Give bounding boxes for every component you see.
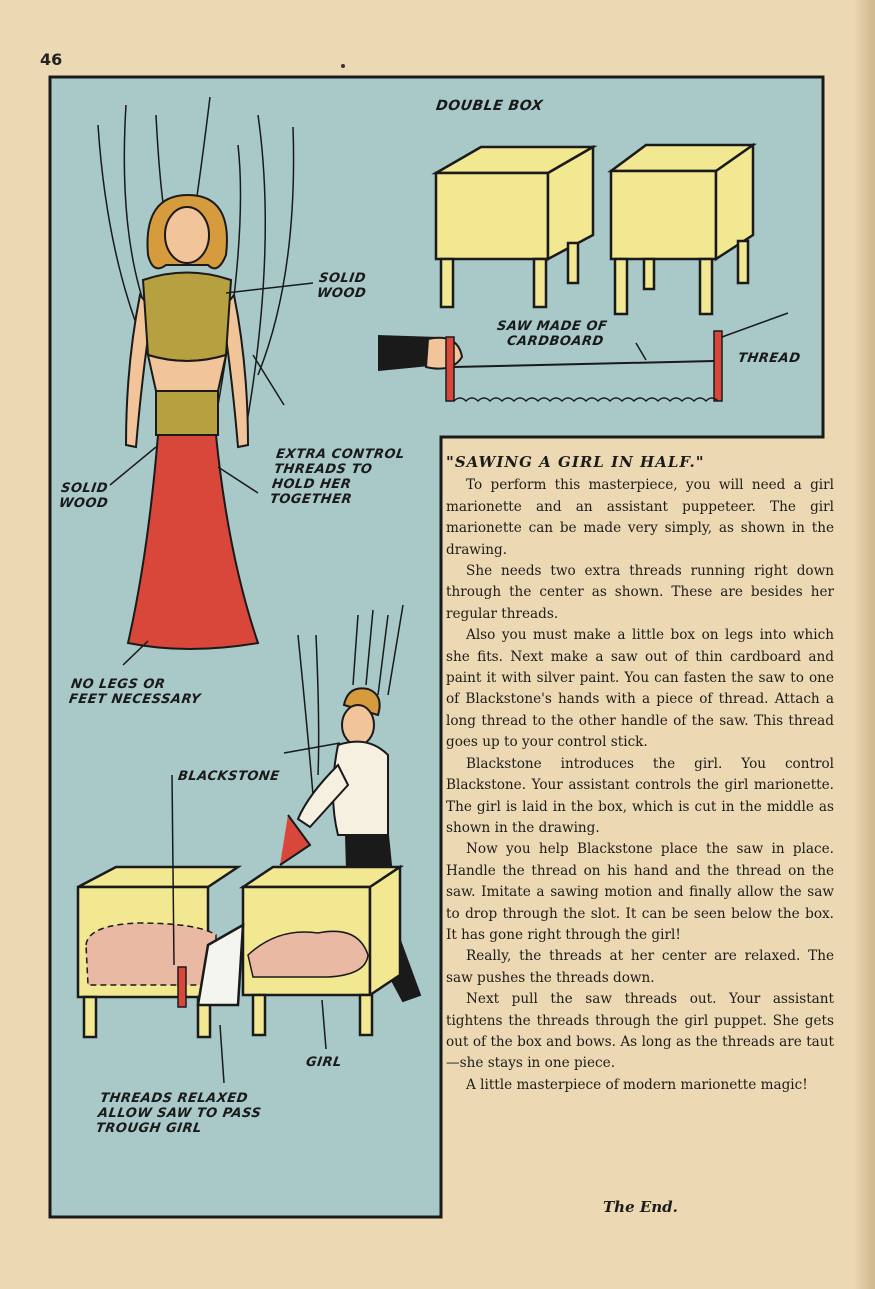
paragraph: A little masterpiece of modern marionette magic! — [466, 1076, 808, 1093]
label-thread: THREAD — [736, 351, 802, 366]
label-saw-made-of-cardboard: SAW MADE OF CARDBOARD — [496, 319, 609, 349]
the-end: The End. — [603, 1198, 678, 1216]
paragraph: To perform this masterpiece, you will need a girl marionette and an assistant puppeteer. The girl marionette can be made very simply, as shown in the drawing. — [446, 477, 834, 558]
paragraph: Blackstone introduces the girl. You control Blackstone. Your assistant controls the girl marionette. The girl is laid in the box, which is cut in the middle as shown in the drawing. — [446, 755, 834, 836]
paragraph: Now you help Blackstone place the saw in place. Handle the thread on his hand and the thread on the saw. Imitate a sawing motion and finally allow the saw to drop through the slot. It can be seen below the box. It has gone right through the girl! — [446, 841, 834, 943]
label-girl: GIRL — [304, 1055, 343, 1070]
label-blackstone: BLACKSTONE — [176, 769, 281, 784]
label-threads-relaxed: THREADS RELAXED ALLOW SAW TO PASS TROUGH GIRL — [94, 1091, 263, 1136]
paragraph: She needs two extra threads running right down through the center as shown. These are besides her regular threads. — [446, 563, 834, 622]
paragraph: Next pull the saw threads out. Your assistant tightens the threads through the girl puppet. She gets out of the box and bows. As long as the threads are taut—she stays in one piece. — [446, 991, 834, 1072]
label-extra-control-threads: EXTRA CONTROL THREADS TO HOLD HER TOGETHER — [268, 447, 406, 507]
label-double-box: DOUBLE BOX — [434, 98, 544, 114]
page-edge-shadow — [853, 0, 875, 1289]
page-number: 46 — [40, 50, 63, 69]
print-dot — [341, 64, 345, 68]
label-solid-wood-top: SOLID WOOD — [315, 271, 368, 301]
paragraph: Also you must make a little box on legs into which she fits. Next make a saw out of thin cardboard and paint it with silver paint. You can fasten the saw to one of Blackstone's hands with a piece of thread. Attach a long thread to the other handle of the saw. This thread goes up to your control stick. — [446, 627, 834, 751]
article-text — [446, 452, 834, 1096]
paragraph: Really, the threads at her center are relaxed. The saw pushes the threads down. — [446, 948, 834, 986]
article-title: "SAWING A GIRL IN HALF." — [446, 453, 705, 471]
label-solid-wood-left: SOLID WOOD — [57, 481, 110, 511]
label-no-legs: NO LEGS OR FEET NECESSARY — [67, 677, 202, 707]
